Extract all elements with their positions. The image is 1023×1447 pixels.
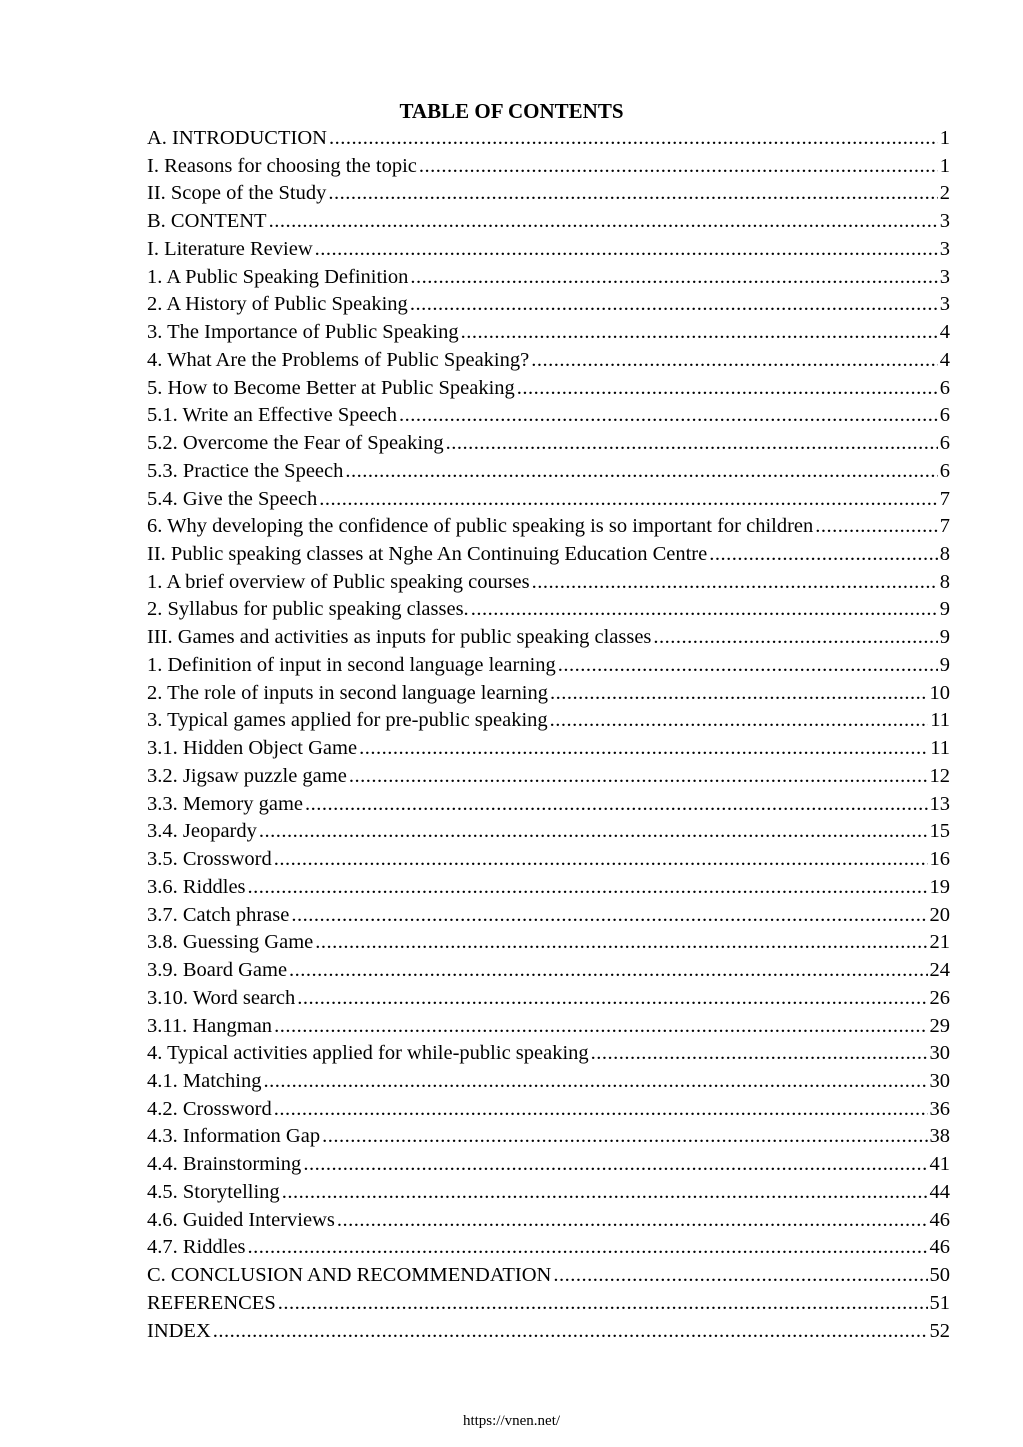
toc-dot-leader (274, 846, 928, 874)
toc-entry (147, 1123, 950, 1151)
toc-dot-leader (213, 1318, 928, 1346)
toc-dot-leader (248, 874, 928, 902)
toc-entry-label: 1. Definition of input in second language learning (147, 653, 556, 676)
toc-entry-page-number: 38 (929, 1125, 950, 1148)
toc-entry-page-number: 52 (929, 1319, 950, 1342)
toc-entry (147, 1290, 950, 1318)
toc-dot-leader (248, 1234, 928, 1262)
toc-dot-leader (329, 125, 938, 153)
toc-entry-label: 5.3. Practice the Speech (147, 459, 344, 482)
toc-entry-page-number: 26 (929, 986, 950, 1009)
footer-url: https://vnen.net/ (462, 1413, 561, 1429)
toc-entry-page-number: 30 (929, 1042, 950, 1065)
toc-entry (147, 430, 950, 458)
toc-entry-page-number: 9 (939, 653, 950, 676)
toc-entry-label: 3.3. Memory game (147, 792, 303, 815)
toc-dot-leader (653, 624, 937, 652)
toc-entry-label: 6. Why developing the confidence of public speaking is so important for children (147, 515, 814, 538)
toc-entry-label: 5.1. Write an Effective Speech (147, 404, 398, 427)
toc-entry (147, 846, 950, 874)
toc-entry (147, 1096, 950, 1124)
toc-entry-label: 4. What Are the Problems of Public Speaking? (147, 348, 530, 371)
toc-entry (147, 1318, 950, 1346)
toc-entry (147, 541, 950, 569)
toc-dot-leader (410, 264, 937, 292)
toc-entry-page-number: 2 (939, 182, 950, 205)
toc-entry-page-number: 41 (929, 1153, 950, 1176)
toc-entry-page-number: 8 (939, 570, 950, 593)
toc-entry-label: 3.2. Jigsaw puzzle game (147, 764, 347, 787)
toc-entry (147, 125, 950, 153)
toc-dot-leader (315, 929, 927, 957)
toc-entry-label: 4.4. Brainstorming (147, 1153, 302, 1176)
toc-dot-leader (278, 1290, 928, 1318)
toc-entry-page-number: 4 (939, 348, 950, 371)
toc-entry-label: 3.11. Hangman (147, 1014, 273, 1037)
toc-entry-page-number: 9 (939, 626, 950, 649)
toc-entry-page-number: 16 (929, 848, 950, 871)
toc-dot-leader (345, 458, 937, 486)
toc-entry (147, 957, 950, 985)
toc-entry (147, 929, 950, 957)
toc-entry-label: III. Games and activities as inputs for public speaking classes (147, 626, 652, 649)
toc-dot-leader (709, 541, 938, 569)
toc-dot-leader (359, 735, 928, 763)
toc-entry-page-number: 6 (939, 404, 950, 427)
toc-entry-page-number: 21 (929, 931, 950, 954)
toc-entry-page-number: 7 (939, 487, 950, 510)
toc-entry (147, 596, 950, 624)
toc-entry-page-number: 10 (929, 681, 950, 704)
toc-entry (147, 1151, 950, 1179)
toc-entry-label: 4.7. Riddles (147, 1236, 246, 1259)
toc-dot-leader (349, 763, 928, 791)
toc-entry (147, 569, 950, 597)
toc-entry (147, 513, 950, 541)
toc-entry (147, 180, 950, 208)
toc-dot-leader (305, 791, 928, 819)
toc-entry (147, 791, 950, 819)
toc-entry (147, 347, 950, 375)
toc-entry-page-number: 50 (929, 1264, 950, 1287)
toc-dot-leader (319, 486, 938, 514)
toc-entry-label: 2. The role of inputs in second language learning (147, 681, 548, 704)
toc-entry-label: 3.6. Riddles (147, 875, 246, 898)
toc-dot-leader (532, 569, 938, 597)
toc-entry-page-number: 12 (929, 764, 950, 787)
toc-entry-label: I. Literature Review (147, 237, 313, 260)
toc-dot-leader (517, 375, 938, 403)
toc-dot-leader (399, 402, 938, 430)
toc-dot-leader (291, 902, 927, 930)
toc-entry-page-number: 15 (929, 820, 950, 843)
toc-entry (147, 1013, 950, 1041)
toc-entry-page-number: 51 (929, 1291, 950, 1314)
toc-entry-page-number: 3 (939, 237, 950, 260)
toc-entry-label: 4.5. Storytelling (147, 1180, 280, 1203)
toc-entry-page-number: 8 (939, 543, 950, 566)
toc-entry-label: 4.3. Information Gap (147, 1125, 321, 1148)
toc-entry-label: 3.4. Jeopardy (147, 820, 257, 843)
toc-dot-leader (337, 1207, 928, 1235)
toc-dot-leader (263, 1068, 927, 1096)
toc-entry (147, 624, 950, 652)
toc-dot-leader (531, 347, 938, 375)
toc-entry (147, 402, 950, 430)
toc-dot-leader (282, 1179, 928, 1207)
toc-entry-page-number: 19 (929, 875, 950, 898)
toc-entry (147, 1262, 950, 1290)
toc-dot-leader (269, 208, 938, 236)
toc-entry (147, 902, 950, 930)
toc-dot-leader (274, 1013, 927, 1041)
toc-entry (147, 874, 950, 902)
toc-entry-label: 4.6. Guided Interviews (147, 1208, 335, 1231)
toc-entry-page-number: 20 (929, 903, 950, 926)
toc-entry-page-number: 29 (929, 1014, 950, 1037)
toc-entry-page-number: 44 (929, 1180, 950, 1203)
toc-dot-leader (297, 985, 927, 1013)
toc-dot-leader (315, 236, 938, 264)
toc-entry-page-number: 11 (930, 709, 950, 732)
toc-dot-leader (471, 596, 938, 624)
toc-dot-leader (553, 1262, 927, 1290)
toc-entry-label: 1. A brief overview of Public speaking courses (147, 570, 530, 593)
toc-entry-label: II. Scope of the Study (147, 182, 327, 205)
toc-entry-label: 4.2. Crossword (147, 1097, 272, 1120)
toc-dot-leader (591, 1040, 928, 1068)
toc-entry-page-number: 6 (939, 376, 950, 399)
toc-dot-leader (289, 957, 927, 985)
toc-entry-label: 4.1. Matching (147, 1069, 262, 1092)
toc-entry (147, 985, 950, 1013)
toc-entry-label: REFERENCES (147, 1291, 276, 1314)
toc-list (147, 125, 950, 1345)
toc-entry-label: 3.1. Hidden Object Game (147, 737, 358, 760)
toc-dot-leader (410, 291, 938, 319)
toc-entry-label: 2. A History of Public Speaking (147, 293, 408, 316)
toc-entry (147, 652, 950, 680)
toc-entry-page-number: 1 (939, 154, 950, 177)
toc-entry-label: B. CONTENT (147, 210, 267, 233)
toc-entry-label: 3.5. Crossword (147, 848, 272, 871)
toc-entry-label: 5.4. Give the Speech (147, 487, 318, 510)
toc-entry-page-number: 7 (939, 515, 950, 538)
toc-dot-leader (303, 1151, 927, 1179)
toc-dot-leader (815, 513, 937, 541)
toc-entry-label: II. Public speaking classes at Nghe An Continuing Education Centre (147, 543, 708, 566)
toc-dot-leader (550, 707, 929, 735)
toc-entry-page-number: 3 (939, 293, 950, 316)
toc-entry (147, 763, 950, 791)
toc-entry (147, 375, 950, 403)
toc-entry (147, 1068, 950, 1096)
toc-dot-leader (274, 1096, 928, 1124)
toc-entry-label: 3. Typical games applied for pre-public speaking (147, 709, 548, 732)
toc-entry-page-number: 4 (939, 321, 950, 344)
toc-dot-leader (446, 430, 938, 458)
toc-dot-leader (328, 180, 937, 208)
toc-entry (147, 680, 950, 708)
toc-entry (147, 1207, 950, 1235)
toc-entry (147, 458, 950, 486)
toc-entry-label: 2. Syllabus for public speaking classes. (147, 598, 469, 621)
toc-entry-page-number: 9 (939, 598, 950, 621)
toc-entry (147, 735, 950, 763)
toc-entry (147, 1234, 950, 1262)
toc-entry-label: 3.10. Word search (147, 986, 296, 1009)
toc-entry-page-number: 46 (929, 1236, 950, 1259)
toc-entry-label: C. CONCLUSION AND RECOMMENDATION (147, 1264, 552, 1287)
toc-entry-label: I. Reasons for choosing the topic (147, 154, 417, 177)
toc-entry (147, 707, 950, 735)
toc-entry-label: A. INTRODUCTION (147, 127, 327, 149)
toc-entry (147, 153, 950, 181)
toc-entry-label: 4. Typical activities applied for while-public speaking (147, 1042, 589, 1065)
toc-entry-page-number: 6 (939, 459, 950, 482)
toc-entry (147, 818, 950, 846)
toc-entry (147, 236, 950, 264)
toc-entry-label: 5.2. Overcome the Fear of Speaking (147, 432, 444, 455)
toc-entry-label: 3.9. Board Game (147, 959, 288, 982)
toc-dot-leader (419, 153, 938, 181)
toc-entry-page-number: 1 (939, 127, 950, 149)
toc-entry-page-number: 46 (929, 1208, 950, 1231)
toc-entry (147, 1040, 950, 1068)
toc-entry (147, 486, 950, 514)
toc-dot-leader (322, 1123, 927, 1151)
toc-entry (147, 291, 950, 319)
toc-entry-page-number: 36 (929, 1097, 950, 1120)
toc-entry-label: INDEX (147, 1319, 211, 1342)
toc-dot-leader (259, 818, 928, 846)
toc-entry-page-number: 24 (929, 959, 950, 982)
toc-entry-label: 3. The Importance of Public Speaking (147, 321, 459, 344)
toc-entry-label: 1. A Public Speaking Definition (147, 265, 409, 288)
toc-entry-page-number: 3 (939, 265, 950, 288)
toc-entry-page-number: 6 (939, 432, 950, 455)
toc-entry-label: 3.7. Catch phrase (147, 903, 290, 926)
toc-dot-leader (550, 680, 928, 708)
toc-entry-label: 3.8. Guessing Game (147, 931, 314, 954)
toc-entry-page-number: 13 (929, 792, 950, 815)
toc-dot-leader (558, 652, 938, 680)
toc-entry (147, 208, 950, 236)
toc-entry-label: 5. How to Become Better at Public Speaking (147, 376, 515, 399)
toc-entry-page-number: 30 (929, 1069, 950, 1092)
toc-entry (147, 264, 950, 292)
toc-entry (147, 319, 950, 347)
toc-title: TABLE OF CONTENTS (399, 99, 624, 123)
toc-dot-leader (461, 319, 938, 347)
toc-entry-page-number: 3 (939, 210, 950, 233)
toc-entry-page-number: 11 (930, 737, 950, 760)
toc-entry (147, 1179, 950, 1207)
